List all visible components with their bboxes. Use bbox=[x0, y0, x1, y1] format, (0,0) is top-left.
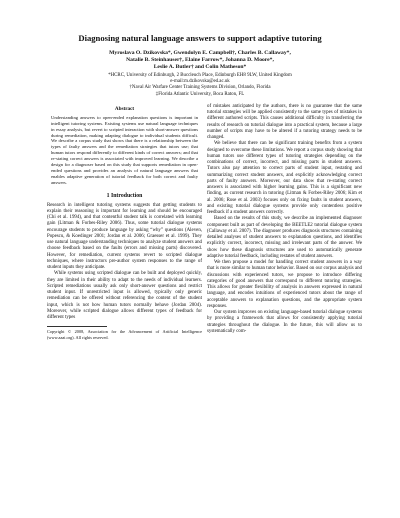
affiliation-line: ‡Florida Atlantic University, Boca Raton, FL bbox=[155, 91, 245, 97]
section-heading-introduction: 1 Introduction bbox=[106, 192, 143, 199]
abstract-heading: Abstract bbox=[114, 105, 135, 112]
paper-title: Diagnosing natural language answers to support adaptive tutoring bbox=[78, 33, 322, 43]
body-paragraph: While systems using scripted dialogue can be built and deployed quickly, they are limited in their ability to adapt to the needs of individual learners. Scripted remediations usually ask only short-answer questions and restrict student input. If unrestricted input is allowed, typically only generic remediation can be offered without referencing the content of the student input, which is not how human tutors normally behave (Jordan 2004). Moreover, while scripted dialogue allows different types of feedback for different types bbox=[47, 271, 202, 321]
right-column bbox=[207, 104, 362, 340]
body-paragraph: We then propose a model for handling correct student answers in a way that is more similar to human tutor behavior. Based on our corpus analysis and discussions with experienced tutors, we propose to introduce differing categories of good answers that correspond to different tutoring strategies. This allows for greater flexibility of analysis in answers expressed in natural language, and encodes intuitions of experienced tutors about the range of acceptable answers to explanation questions, and the appropriate system responses. bbox=[207, 260, 362, 309]
body-paragraph: We believe that there can be significant training benefits from a system designed to overcome these limitations. We report a corpus study showing that human tutors use different types of tutoring strategies depending on the combinations of correct, incorrect, and missing parts in student answers. Tutors also pay attention to correct parts of student input, restating and summarizing correct student answers, and explicitly acknowledging correct parts of faulty answers. Moreover, our data show that re-stating correct answers is associated with higher learning gains. This is a significant new finding, as current research in tutoring (Litman & Forbes-Riley 2006; Kim et al. 2006; Rose et al. 2003) focuses only on fixing faults in student answers, and existing tutorial dialogue systems provide only contentless positive feedback if a student answers correctly. bbox=[207, 141, 362, 216]
body-paragraph: Research in intelligent tutoring systems suggests that getting students to explain their reasoning is important for learning and should be encouraged (Chi et al. 1994), and that contentful student talk is correlated with learning gain (Litman & Forbes-Riley 2006). Thus, some tutorial dialogue systems encourage students to produce language by asking “why” questions (Aleven, Popescu, & Koedinger 2001; Jordan et al. 2006; Graesser et al. 1999). They use natural language understanding techniques to analyze student answers and choose feedback based on the faults (errors and missing parts) discovered. However, for remediation, current systems revert to scripted dialogue techniques, where instructors pre-author system responses to the range of student inputs they anticipate. bbox=[47, 202, 202, 271]
author-line: Natalie B. Steinhauser†, Elaine Farrow*, Johanna D. Moore*, bbox=[126, 57, 274, 63]
author-line: Myroslava O. Dzikovska*, Gwendolyn E. Campbell†, Charles B. Callaway*, bbox=[109, 50, 291, 56]
author-email: e-mail:m.dzikovska@ed.ac.uk bbox=[170, 79, 230, 85]
copyright-notice: Copyright © 2008, Association for the Advancement of Artificial Intelligence (www.aaai.org). All rights reserved. bbox=[47, 329, 202, 340]
body-paragraph: of mistakes anticipated by the authors, there is no guarantee that the same tutorial strategies will be applied consistently to the same types of mistakes in different authored scripts. This causes additional difficulty in transferring the results of research on tutorial dialogue into a practical system, because a large number of scripts may have to be altered if a tutoring strategy needs to be changed. bbox=[207, 103, 362, 141]
left-column bbox=[38, 104, 202, 340]
body-paragraph: Based on the results of this study, we describe an implemented diagnoser component built as part of developing the BEETLE2 tutorial dialogue system (Callaway et al. 2007). The diagnoser produces diagnosis structures containing detailed analyses of student answers to explanation questions, and identifies explicitly correct, incorrect, missing and irrelevant parts of the answer. We show how these diagnosis structures are used to automatically generate adaptive tutorial feedback, including restates of student answers. bbox=[207, 216, 362, 259]
affiliation-list bbox=[38, 73, 362, 98]
footnote-rule bbox=[47, 326, 107, 327]
abstract-text: Understanding answers to open-ended explanation questions is important in intelligent tutoring systems. Existing systems use natural language techniques in essay analysis, but revert to scripted interaction with short-answer questions during remediation, making adapting dialogue to individual students difficult. We describe a corpus study that shows that there is a relationship between the types of faulty answers and the remediation strategies that tutors use; that human tutors respond differently to different kinds of correct answers; and that re-stating correct answers is associated with improved learning. We describe a design for a diagnoser based on this study that supports remediation in open-ended questions and provides an analysis of natural language answers that enables adaptive generation of tutorial feedback for both correct and faulty answers. bbox=[51, 114, 198, 185]
author-list bbox=[38, 50, 362, 71]
affiliation-line: *HCRC, University of Edinburgh, 2 Buccleuch Place, Edinburgh EH8 9LW, United Kingdom bbox=[108, 73, 292, 78]
abstract-block bbox=[47, 106, 202, 186]
two-column-body bbox=[38, 104, 362, 340]
body-paragraph: Our system improves on existing language-based tutorial dialogue systems by providing a framework that allows for consistently applying tutorial strategies throughout the dialogue. In the future, this will allow us to systematically com- bbox=[207, 310, 362, 334]
affiliation-line: †Naval Air Warfare Center Training Systems Division, Orlando, Florida bbox=[129, 85, 271, 91]
author-line: Leslie A. Butler† and Colin Matheson* bbox=[153, 64, 247, 70]
